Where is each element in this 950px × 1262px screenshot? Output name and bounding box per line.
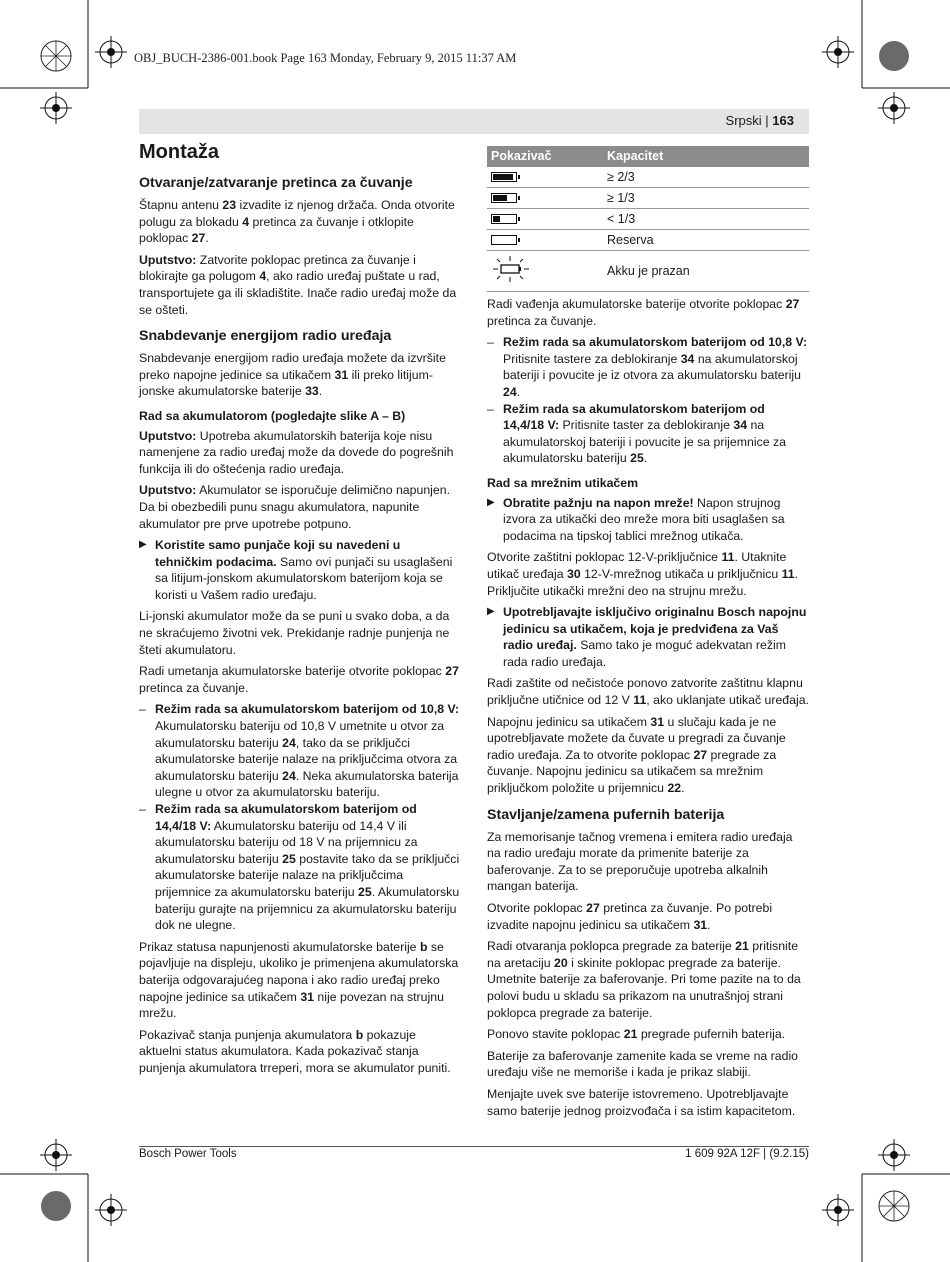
page-number: 163 <box>772 113 794 128</box>
heading-battery-operation: Rad sa akumulatorom (pogledajte slike A – B) <box>139 408 406 423</box>
paragraph: Napojnu jedinicu sa utikačem 31 u slučaju kada je ne upotrebljavate možete da čuvate u pregradi za čuvanje radio uređaja. Za to otvorite poklopac 27 pregrade za čuvanje. Napojnu jedinicu sa utikačem sa mrežnim priključkom položite u prijemnicu 22. <box>487 714 786 796</box>
heading-mains-operation: Rad sa mrežnim utikačem <box>487 475 639 490</box>
paragraph: Štapnu antenu 23 izvadite iz njenog držača. Onda otvorite polugu za blokadu 4 pretinca za čuvanje i otklopite poklopac 27. <box>139 198 455 246</box>
dash-item: – Režim rada sa akumulatorskom baterijom od 14,4/18 V: Pritisnite taster za deblokiranje 34 na akumulatorskoj bateriji i povucite je sa prijemnice za akumulatorsku bateriju 25. <box>487 401 786 466</box>
paragraph: Prikaz statusa napunjenosti akumulatorske baterije b se pojavljuje na displeju, ukoliko je primenjena akumulatorska baterija odgovarajućeg napona i ako radio uređaj preko napojne jedinice sa utikačem 31 nije povezan na strujnu mrežu. <box>139 939 459 1021</box>
note-paragraph: Uputstvo: Akumulator se isporučuje delimično napunjen. Da bi obezbedili punu snagu akumulatora, napunite akumulator pre prve upotrebe potpuno. <box>139 483 450 531</box>
bullet-item: ▶ Obratite pažnju na napon mreže! Napon strujnog izvora za utikački deo mreže mora biti usaglašen sa podacima na tipskoj tablici mrežnog utikača. <box>487 495 785 543</box>
heading-storage: Otvaranje/zatvaranje pretinca za čuvanje <box>139 175 413 191</box>
battery-blinking-icon <box>491 254 531 284</box>
bullet-item: ▶ Upotrebljavajte isključivo originalnu Bosch napojnu jedinicu sa utikačem, koja je predviđena za Vaš radio uređaj. Samo tako je moguć adekvatan režim rada radio uređaja. <box>487 605 807 669</box>
bullet-item: ▶ Koristite samo punjače koji su navedeni u tehničkim podacima. Samo ovi punjači su usaglašeni sa litijum-jonskom akumulatorskom baterijom koja se koristi u Vašem radio uređaju. <box>139 538 453 602</box>
right-column <box>487 146 809 1124</box>
paragraph: Snabdevanje energijom radio uređaja možete da izvršite preko napojne jedinice sa utikačem 31 ili preko litijum-jonske akumulatorske baterije 33. <box>139 351 446 399</box>
header-separator: | <box>765 113 769 128</box>
paragraph: Otvorite zaštitni poklopac 12-V-priključnice 11. Utaknite utikač uređaja 30 12-V-mrežnog utikača u priključnicu 11. Priključite utikački mrežni deo na strujnu mrežu. <box>487 550 799 598</box>
bullet-arrow-icon: ▶ <box>487 606 495 618</box>
left-column <box>139 140 461 1082</box>
table-row: ≥ 1/3 <box>487 188 809 209</box>
table-row: Akku je prazan <box>487 251 809 292</box>
dash-item: – Režim rada sa akumulatorskom baterijom od 14,4/18 V: Akumulatorsku bateriju od 14,4 V ili akumulatorsku bateriju od 18 V na prijemnicu za akumulatorsku bateriju 25 postavite tako da se priključci akumulatorske baterije nalaze na priključcima prijemnice za akumulatorsku bateriju 25. Akumulatorsku bateriju gurajte na prijemnicu za akumulatorsku bateriju dok ne ulegne. <box>139 802 460 933</box>
dash-item: – Režim rada sa akumulatorskom baterijom od 10,8 V: Pritisnite tastere za deblokiranje 34 na akumulatorskoj bateriji i povucite je iz otvora za akumulatorsku bateriju 24. <box>487 335 808 399</box>
paragraph: Radi otvaranja poklopca pregrade za baterije 21 pritisnite na aretaciju 20 i skinite poklopac pregrade za baterije. Umetnite baterije za baferovanje. Pri tome pazite na to da polovi budu u skladu sa prikazom na unutrašnjoj strani poklopca pregrade za baterije. <box>487 939 801 1020</box>
battery-full-icon <box>491 172 517 182</box>
paragraph: Baterije za baferovanje zamenite kada se vreme na radio uređaju više ne memoriše i kada je prikaz slabiji. <box>487 1048 799 1080</box>
paragraph: Menjajte uvek sve baterije istovremeno. Upotrebljavajte samo baterije jednog proizvođača i sa istim kapacitetom. <box>487 1086 796 1118</box>
table-row: Reserva <box>487 230 809 251</box>
footer-doc-number: 1 609 92A 12F | (9.2.15) <box>685 1148 809 1160</box>
print-info: OBJ_BUCH-2386-001.book Page 163 Monday, February 9, 2015 11:37 AM <box>134 51 517 65</box>
header-band <box>139 109 809 134</box>
table-row: < 1/3 <box>487 209 809 230</box>
battery-low-icon <box>491 214 517 224</box>
battery-indicator-table <box>487 146 809 292</box>
note-paragraph: Uputstvo: Upotreba akumulatorskih baterija koje nisu namenjene za radio uređaj može da dovede do pogrešnih funkcija ili do oštećenja radio uređaja. <box>139 428 454 476</box>
note-paragraph: Uputstvo: Zatvorite poklopac pretinca za čuvanje i blokirajte ga polugom 4, ako radio uređaj puštate u rad, transportujete ga ili skladištite. Inače radio uređaj može da se ošteti. <box>139 252 457 317</box>
paragraph: Radi vađenja akumulatorske baterije otvorite poklopac 27 pretinca za čuvanje. <box>487 297 800 328</box>
page-header <box>726 113 794 128</box>
column-header: Pokazivač <box>487 146 603 167</box>
paragraph: Ponovo stavite poklopac 21 pregrade pufernih baterija. <box>487 1027 786 1042</box>
table-row: ≥ 2/3 <box>487 167 809 188</box>
header-language: Srpski <box>725 113 762 128</box>
paragraph: Pokazivač stanja punjenja akumulatora b pokazuje aktuelni status akumulatora. Kada pokazivač stanja punjenja akumulatora trreperi, mora se akumulator puniti. <box>139 1027 451 1075</box>
paragraph: Za memorisanje tačnog vremena i emitera radio uređaja na radio uređaju morate da primenite baterije za baferovanje. Za to se preporučuje upotreba alkalnih mangan baterija. <box>487 829 793 894</box>
paragraph: Radi umetanja akumulatorske baterije otvorite poklopac 27 pretinca za čuvanje. <box>139 664 459 695</box>
section-title-montaza: Montaža <box>139 141 219 163</box>
battery-empty-icon <box>491 235 517 245</box>
bullet-arrow-icon: ▶ <box>139 539 147 551</box>
table-header-row <box>487 146 809 167</box>
column-header: Kapacitet <box>603 146 809 167</box>
bullet-arrow-icon: ▶ <box>487 496 495 508</box>
heading-power-supply: Snabdevanje energijom radio uređaja <box>139 328 392 345</box>
battery-two-thirds-icon <box>491 193 517 203</box>
heading-buffer-batteries: Stavljanje/zamena pufernih baterija <box>487 806 725 823</box>
dash-item: – Režim rada sa akumulatorskom baterijom od 10,8 V: Akumulatorsku bateriju od 10,8 V umetnite u otvor za akumulatorsku bateriju 24, tako da se priključci akumulatorske baterije nalaze na priključcima otvora za akumulatorsku bateriju 24. Neka akumulatorska baterija ulegne u otvor za akumulatorsku bateriju. <box>139 702 460 800</box>
paragraph: Otvorite poklopac 27 pretinca za čuvanje. Po potrebi izvadite napojnu jedinicu sa utikačem 31. <box>487 901 773 932</box>
footer-brand: Bosch Power Tools <box>139 1148 237 1160</box>
footer-rule <box>139 1146 809 1147</box>
paragraph: Radi zaštite od nečistoće ponovo zatvorite zaštitnu klapnu priključne utičnice od 12 V 11, ako uklanjate utikač uređaja. <box>487 676 809 708</box>
paragraph: Li-jonski akumulator može da se puni u svako doba, a da ne skraćujemo životni vek. Prekidanje radnje punjenja ne šteti akumulatoru. <box>139 609 450 657</box>
